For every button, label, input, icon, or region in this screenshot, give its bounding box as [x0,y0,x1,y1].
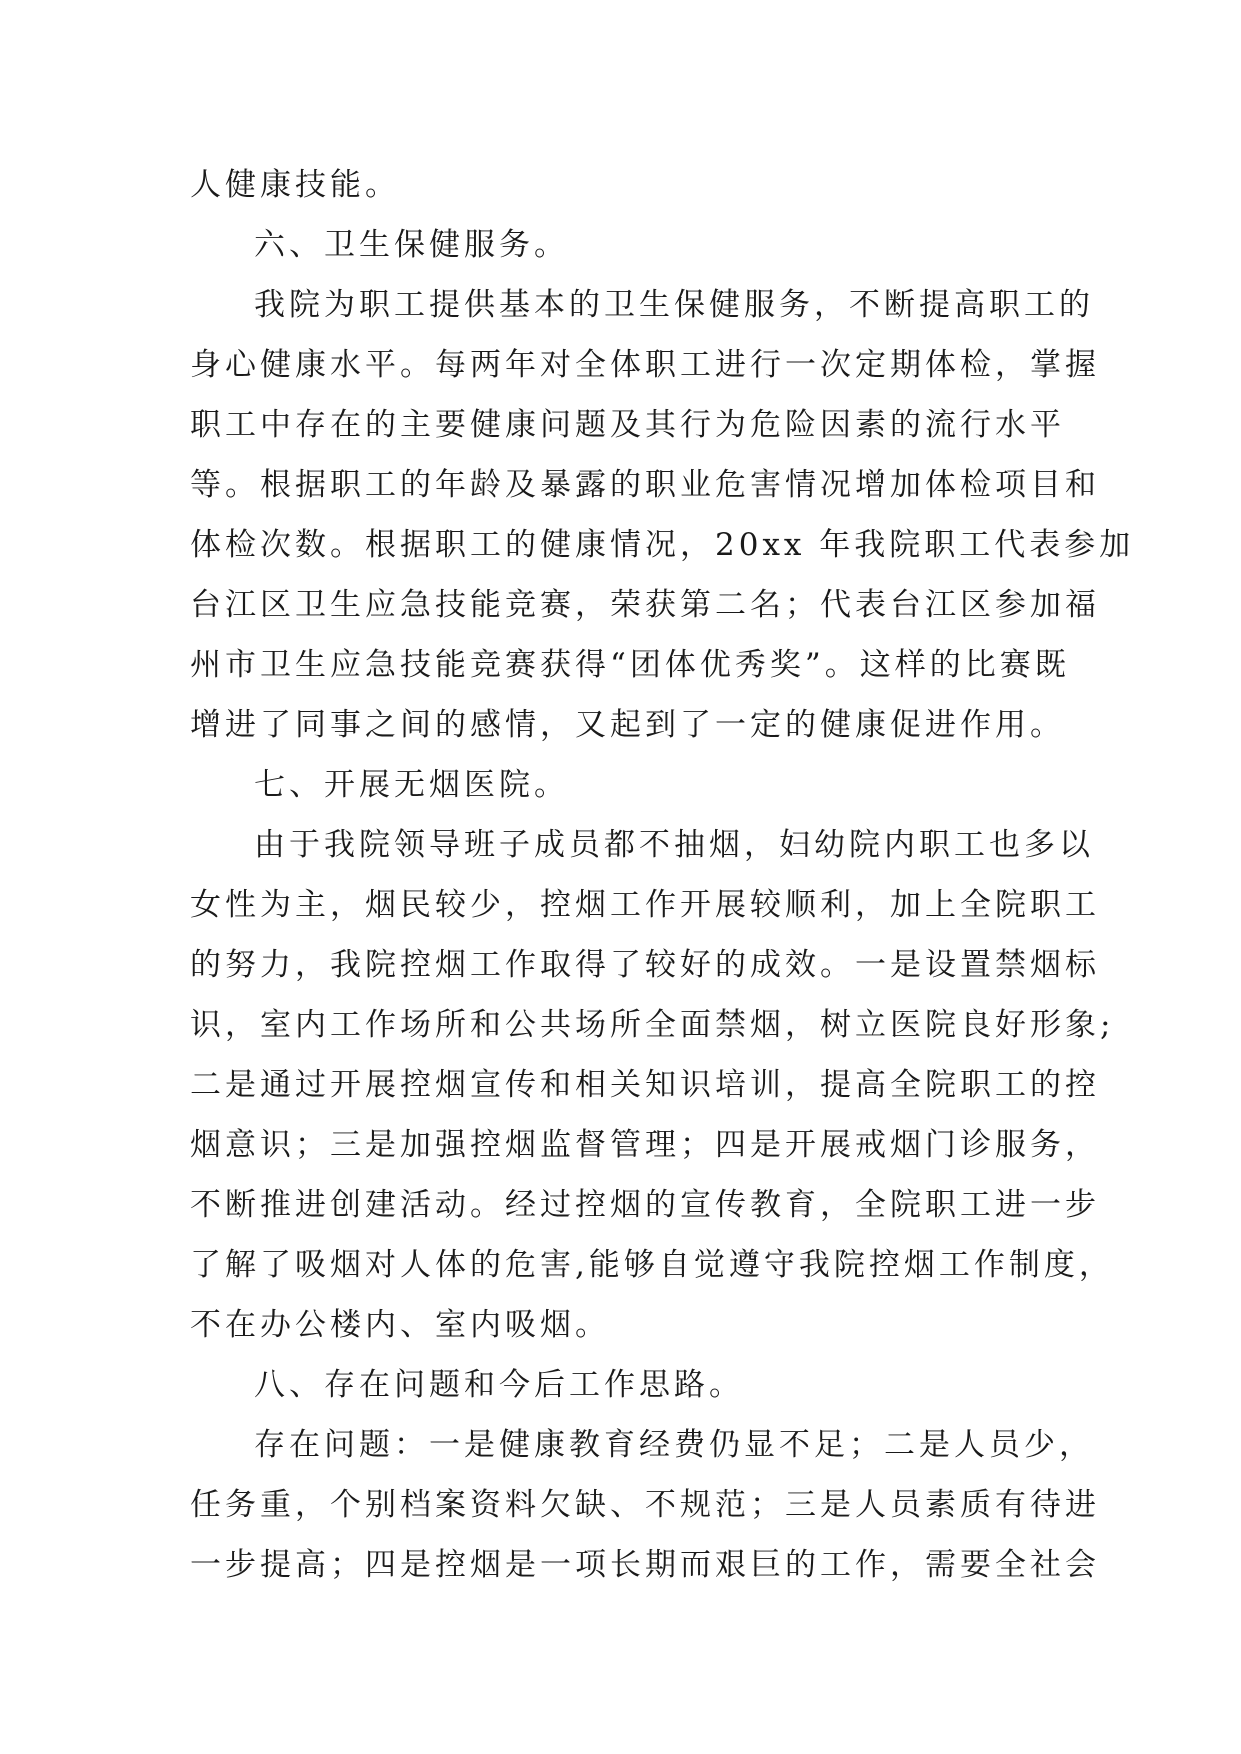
text-line-4: 身心健康水平。每两年对全体职工进行一次定期体检，掌握 [190,347,1100,383]
text-line-1: 人健康技能。 [190,167,400,203]
text-line-2: 六、卫生保健服务。 [254,227,569,263]
document-body [190,155,1135,1595]
text-line-5: 职工中存在的主要健康问题及其行为危险因素的流行水平 [190,407,1065,443]
text-line-22: 存在问题：一是健康教育经费仍显不足；二是人员少， [254,1427,1094,1463]
text-line-17: 烟意识；三是加强控烟监督管理；四是开展戒烟门诊服务， [190,1127,1100,1163]
text-line-9: 州市卫生应急技能竞赛获得“团体优秀奖”。这样的比赛既 [190,647,1070,683]
text-line-20: 不在办公楼内、室内吸烟。 [190,1307,610,1343]
text-line-8: 台江区卫生应急技能竞赛，荣获第二名；代表台江区参加福 [190,587,1100,623]
text-line-11: 七、开展无烟医院。 [254,767,569,803]
text-line-13: 女性为主，烟民较少，控烟工作开展较顺利，加上全院职工 [190,887,1100,923]
text-line-18: 不断推进创建活动。经过控烟的宣传教育，全院职工进一步 [190,1187,1100,1223]
text-line-16: 二是通过开展控烟宣传和相关知识培训，提高全院职工的控 [190,1067,1100,1103]
text-line-3: 我院为职工提供基本的卫生保健服务，不断提高职工的 [254,287,1094,323]
text-line-23: 任务重，个别档案资料欠缺、不规范；三是人员素质有待进 [190,1487,1100,1523]
text-line-10: 增进了同事之间的感情，又起到了一定的健康促进作用。 [190,707,1065,743]
text-line-19: 了解了吸烟对人体的危害,能够自觉遵守我院控烟工作制度， [190,1247,1114,1283]
text-line-24: 一步提高；四是控烟是一项长期而艰巨的工作，需要全社会 [190,1547,1100,1583]
text-line-21: 八、存在问题和今后工作思路。 [254,1367,744,1403]
text-line-12: 由于我院领导班子成员都不抽烟，妇幼院内职工也多以 [254,827,1094,863]
text-line-7: 体检次数。根据职工的健康情况，20xx 年我院职工代表参加 [190,527,1135,563]
text-line-6: 等。根据职工的年龄及暴露的职业危害情况增加体检项目和 [190,467,1100,503]
text-line-14: 的努力，我院控烟工作取得了较好的成效。一是设置禁烟标 [190,947,1100,983]
text-line-15: 识，室内工作场所和公共场所全面禁烟，树立医院良好形象; [190,1007,1115,1043]
